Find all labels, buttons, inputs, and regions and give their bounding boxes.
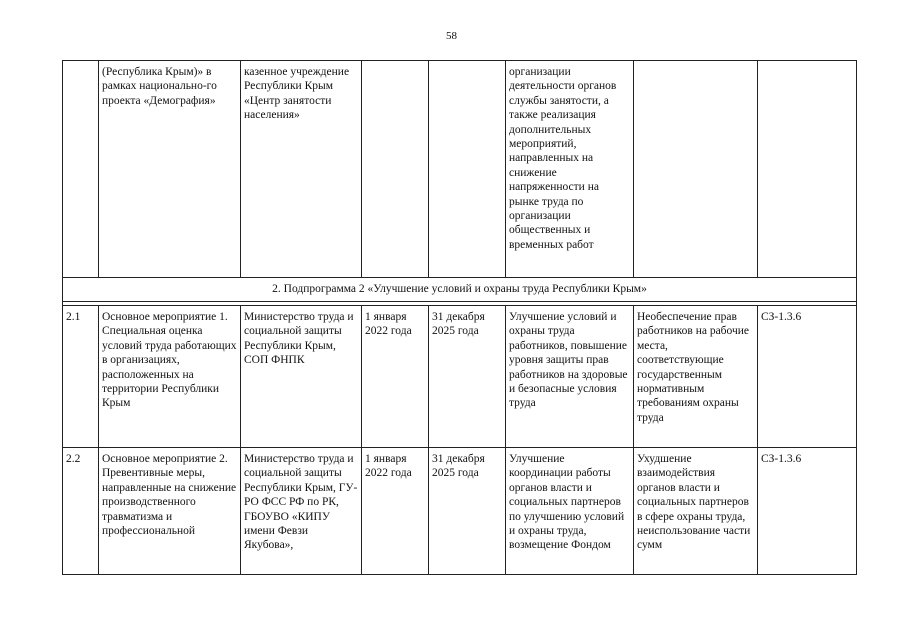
cell-no: 2.1 <box>63 306 99 448</box>
cell-measure-name: Основное мероприятие 1. Специальная оценка условий труда работающих в организациях, расположенных на территории Республики Крым <box>99 306 241 448</box>
cell-consequence: Ухудшение взаимодействия органов власти и социальных партнеров в сфере охраны труда, неиспользование части сумм <box>634 448 758 575</box>
page-number: 58 <box>446 30 457 42</box>
section-row <box>63 278 857 302</box>
section-title: 2. Подпрограмма 2 «Улучшение условий и охраны труда Республики Крым» <box>63 278 857 302</box>
program-measures-table <box>62 60 857 575</box>
cell-measure-name: (Республика Крым)» в рамках национально-го проекта «Демография» <box>99 61 241 278</box>
cell-consequence: Необеспечение прав работников на рабочие места, соответствующие государственным нормативным требованиям охраны труда <box>634 306 758 448</box>
cell-start-date: 1 января 2022 года <box>362 448 429 575</box>
cell-executor: Министерство труда и социальной защиты Республики Крым, СОП ФНПК <box>241 306 362 448</box>
cell-no <box>63 61 99 278</box>
cell-end-date: 31 декабря 2025 года <box>429 306 506 448</box>
cell-expected-result: Улучшение координации работы органов власти и социальных партнеров по улучшению условий и охраны труда, возмещение Фондом <box>506 448 634 575</box>
cell-indicator-link <box>758 61 857 278</box>
cell-executor: казенное учреждение Республики Крым «Центр занятости населения» <box>241 61 362 278</box>
continuation-row <box>63 61 857 278</box>
cell-start-date: 1 января 2022 года <box>362 306 429 448</box>
cell-end-date: 31 декабря 2025 года <box>429 448 506 575</box>
cell-measure-name: Основное мероприятие 2. Превентивные меры, направленные на снижение производственного травматизма и профессиональной <box>99 448 241 575</box>
table-row <box>63 306 857 448</box>
cell-expected-result: Улучшение условий и охраны труда работников, повышение уровня защиты прав работников на здоровые и безопасные условия труда <box>506 306 634 448</box>
cell-expected-result: организации деятельности органов службы занятости, а также реализация дополнительных мероприятий, направленных на снижение напряженности на рынке труда по организации общественных и временных работ <box>506 61 634 278</box>
table-row <box>63 448 857 575</box>
cell-executor: Министерство труда и социальной защиты Республики Крым, ГУ-РО ФСС РФ по РК, ГБОУВО «КИПУ имени Февзи Якубова», <box>241 448 362 575</box>
cell-indicator-link: СЗ-1.3.6 <box>758 306 857 448</box>
cell-consequence <box>634 61 758 278</box>
cell-start-date <box>362 61 429 278</box>
cell-no: 2.2 <box>63 448 99 575</box>
cell-indicator-link: СЗ-1.3.6 <box>758 448 857 575</box>
cell-end-date <box>429 61 506 278</box>
